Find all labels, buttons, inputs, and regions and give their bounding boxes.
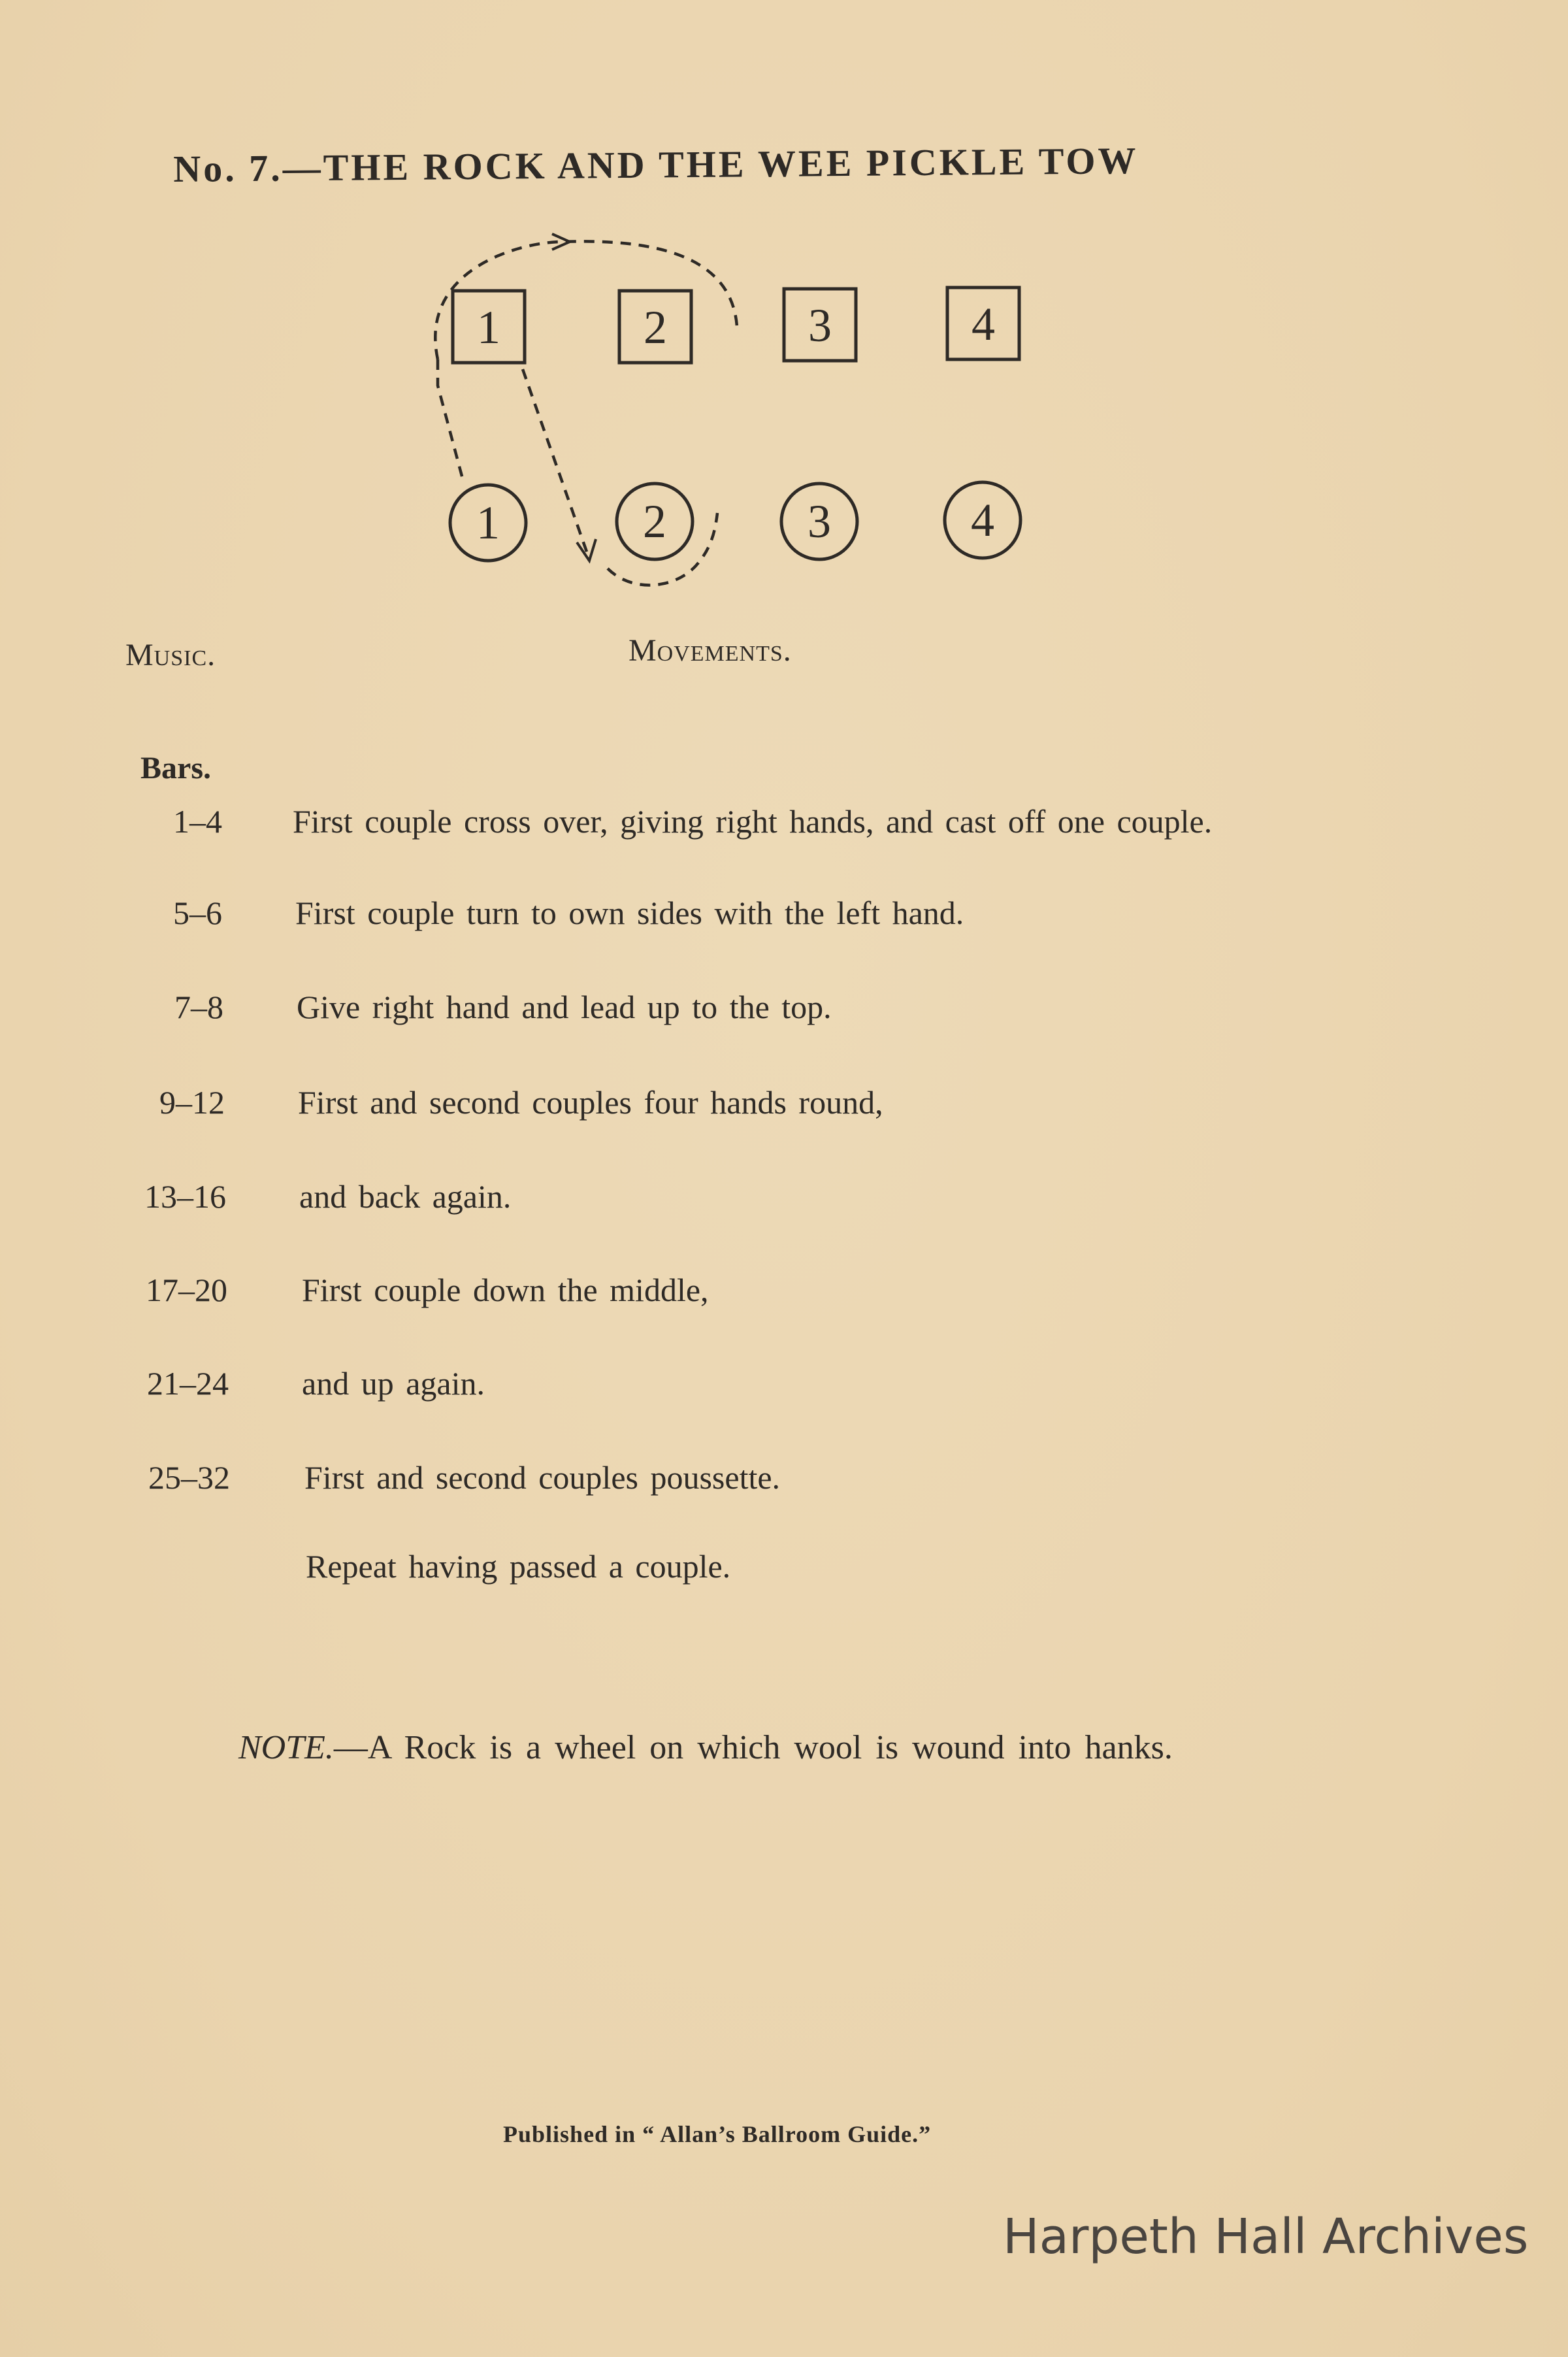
circle-label-2: 2 [643,495,666,548]
note-lead: NOTE. [238,1729,334,1766]
movement-text: and back again. [299,1178,512,1215]
table-row [0,1547,1568,1593]
path-down-to-circle-1 [438,359,464,484]
movements-heading: Movements. [629,633,792,668]
bars-range: 7–8 [174,989,223,1025]
movement-text: First couple cross over, giving right hands, and cast off one couple. [293,803,1213,840]
square-label-4: 4 [972,298,995,350]
movement-text: Repeat having passed a couple. [306,1548,731,1585]
movement-text: Give right hand and lead up to the top. [297,989,832,1025]
path-down-to-circle-2 [523,369,588,555]
movement-text: First and second couples four hands round, [298,1084,883,1121]
movement-text: First and second couples poussette. [304,1459,781,1496]
archive-watermark: Harpeth Hall Archives [1003,2209,1529,2265]
circle-label-1: 1 [476,497,500,549]
bars-range: 9–12 [159,1084,225,1121]
bars-range: 21–24 [147,1365,229,1402]
circle-label-3: 3 [808,495,831,548]
square-label-2: 2 [644,301,667,354]
note [238,1728,1173,1767]
bars-range: 25–32 [148,1459,230,1496]
bars-label: Bars. [140,751,211,785]
bars-range: 1–4 [173,803,222,840]
page-title: No. 7.—THE ROCK AND THE WEE PICKLE TOW [173,139,1139,190]
publication-credit: Published in “ Allan’s Ballroom Guide.” [503,2121,932,2147]
table-row [0,988,1568,1034]
bars-range: 17–20 [146,1272,227,1308]
note-text: —A Rock is a wheel on which wool is wound into hanks. [333,1729,1173,1766]
table-row [0,1178,1568,1223]
dance-diagram [392,216,1045,608]
movement-text: First couple turn to own sides with the left hand. [295,895,964,931]
circle-label-4: 4 [971,494,994,546]
movement-text: First couple down the middle, [302,1272,709,1308]
table-row [0,1271,1568,1317]
table-row [0,1364,1568,1410]
table-row [0,1459,1568,1504]
music-heading: Music. [125,638,216,672]
square-label-3: 3 [808,299,832,352]
square-label-1: 1 [477,301,500,354]
table-row [0,1083,1568,1129]
bars-range: 5–6 [173,895,222,931]
table-row [0,802,1568,848]
bars-range: 13–16 [144,1178,226,1215]
table-row [0,894,1568,940]
movement-text: and up again. [302,1365,485,1402]
